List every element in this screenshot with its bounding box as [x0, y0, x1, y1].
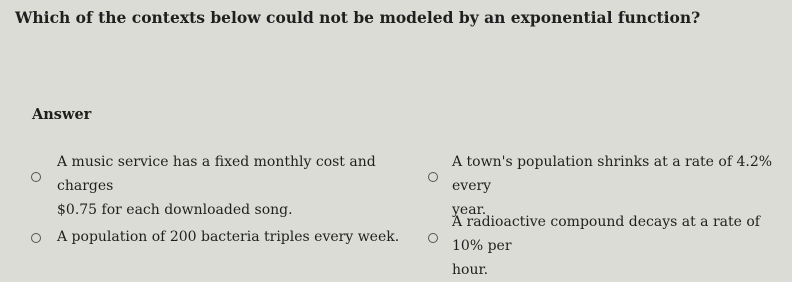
question-text: Which of the contexts below could not be modeled by an exponential function? [15, 8, 701, 27]
answer-heading: Answer [32, 106, 92, 123]
radio-button-option-d[interactable] [428, 233, 438, 243]
option-a-label: A music service has a fixed monthly cost and charges $0.75 for each downloaded song. [57, 154, 376, 218]
radio-button-option-a[interactable] [31, 172, 41, 182]
radio-button-option-c[interactable] [31, 233, 41, 243]
radio-button-option-b[interactable] [428, 172, 438, 182]
option-c-label: A population of 200 bacteria triples every week. [57, 229, 400, 245]
option-b-label: A town's population shrinks at a rate of 4.2% every year. [452, 154, 773, 218]
option-d-label: A radioactive compound decays at a rate of 10% per hour. [452, 214, 760, 278]
